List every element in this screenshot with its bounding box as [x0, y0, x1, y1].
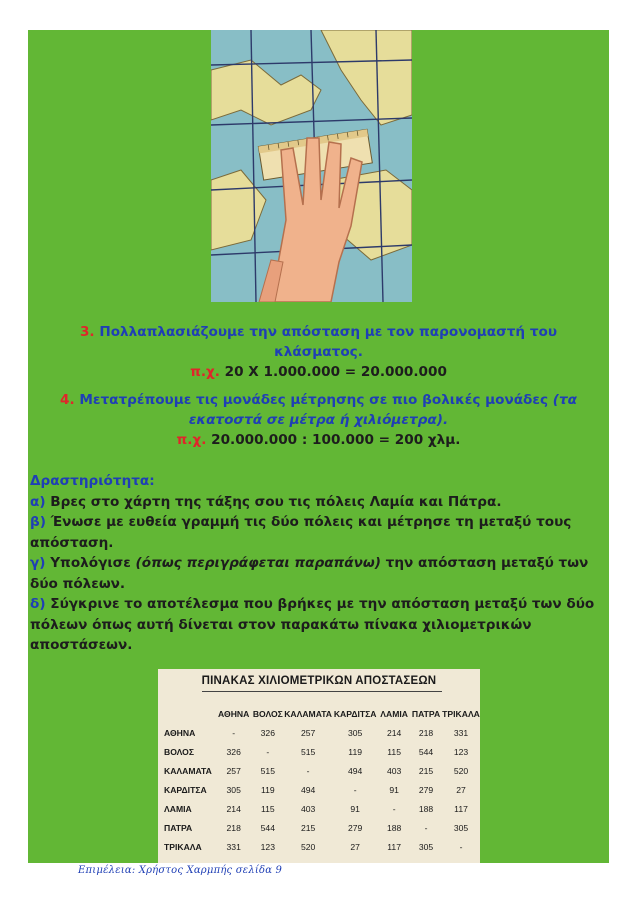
distance-cell: 515 [300, 746, 316, 757]
distance-cell: 123 [453, 746, 469, 757]
step-4-number: 4. [60, 392, 75, 408]
distance-table [162, 705, 480, 856]
column-header: ΠΑΤΡΑ [411, 709, 441, 719]
distance-cell: 520 [300, 841, 316, 852]
distance-cell: 331 [226, 841, 241, 852]
distance-cell: 119 [348, 746, 362, 757]
step-4-line1 [28, 390, 609, 410]
distance-cell: 520 [453, 765, 469, 776]
activity-item-label: α) [30, 493, 46, 510]
activity-item-label: γ) [30, 555, 46, 571]
activity-item-d [30, 594, 608, 656]
distance-cell: 27 [350, 841, 360, 852]
activity-item-text: Βρες στο χάρτη της τάξης σου τις πόλεις Λαμία και Πάτρα. [50, 493, 502, 510]
activity-item-text: την απόσταση μεταξύ των δύο πόλεων. [30, 555, 589, 592]
distance-cell: - [459, 841, 463, 852]
step-3-example [28, 362, 609, 382]
step-3-line1 [28, 322, 609, 342]
column-header: ΒΟΛΟΣ [252, 709, 283, 719]
table-row [162, 761, 480, 780]
distance-cell: 91 [389, 784, 399, 795]
distance-cell: - [392, 803, 396, 814]
distance-cell: 215 [300, 822, 316, 833]
distance-cell: 115 [260, 803, 275, 814]
step-3-number: 3. [79, 324, 95, 340]
distance-cell: - [353, 784, 357, 795]
distance-cell: 117 [454, 803, 468, 814]
row-header-city: ΚΑΡΔΙΤΣΑ [164, 784, 207, 795]
title-divider [202, 691, 442, 692]
distance-cell: 544 [260, 822, 275, 833]
distance-cell: 215 [418, 765, 434, 776]
table-row [162, 837, 480, 856]
distance-cell: 257 [226, 765, 241, 776]
distance-cell: 27 [456, 784, 466, 795]
row-header-city: ΑΘΗΝΑ [164, 727, 196, 738]
activity-item-text: Υπολόγισε [50, 555, 131, 571]
distance-cell: 188 [386, 822, 402, 833]
activity-item-b [30, 512, 608, 553]
activity-item-italic: (όπως περιγράφεται παραπάνω) [135, 555, 381, 571]
activity-item-c [30, 553, 608, 594]
distance-cell: 305 [347, 727, 363, 738]
distance-cell: 115 [387, 746, 401, 757]
distance-cell: - [266, 746, 270, 757]
distance-cell: 305 [418, 841, 434, 852]
distance-cell: 279 [347, 822, 363, 833]
footer-credit: Επιμέλεια: Χρήστος Χαρμπής σελίδα 9 [78, 865, 283, 876]
step-4 [28, 390, 609, 450]
distance-cell: 326 [260, 727, 275, 738]
distance-cell: 305 [226, 784, 241, 795]
distance-cell: 515 [260, 765, 275, 776]
map-measuring-illustration [211, 30, 412, 302]
step-3-text: Πολλαπλασιάζουμε την απόσταση με τον παρονομαστή του [99, 324, 558, 340]
table-header-row [162, 705, 480, 723]
activity-section [30, 471, 608, 656]
distance-cell: 117 [387, 841, 401, 852]
distance-cell: - [232, 727, 236, 738]
activity-item-a [30, 492, 608, 513]
hand-measuring-map-image [211, 30, 412, 302]
column-header: ΚΑΡΔΙΤΣΑ [333, 709, 377, 719]
table-row [162, 780, 480, 799]
distance-cell: 257 [300, 727, 316, 738]
column-header: ΑΘΗΝΑ [218, 709, 250, 719]
distance-cell: 326 [226, 746, 241, 757]
activity-heading: Δραστηριότητα: [30, 473, 155, 489]
distance-cell: 214 [226, 803, 241, 814]
distance-cell: 494 [347, 765, 363, 776]
distance-cell: 403 [386, 765, 402, 776]
row-header-city: ΤΡΙΚΑΛΑ [164, 841, 202, 852]
distance-cell: 188 [418, 803, 434, 814]
distance-cell: 279 [418, 784, 434, 795]
activity-item-label: δ) [30, 596, 46, 612]
column-header: ΛΑΜΙΑ [380, 709, 408, 719]
step-4-italic-part1: (τα [552, 392, 577, 408]
row-header-city: ΚΑΛΑΜΑΤΑ [164, 765, 212, 776]
table-row [162, 723, 480, 742]
step-3-text-line2: κλάσματος. [274, 344, 363, 360]
step-4-example-label: π.χ. [176, 432, 207, 448]
step-4-italic-part2: εκατοστά σε μέτρα ή χιλιόμετρα). [188, 412, 449, 428]
distance-cell: 403 [300, 803, 316, 814]
distance-table-body [162, 723, 480, 856]
distance-table-photo [158, 669, 480, 863]
row-header-city: ΒΟΛΟΣ [164, 746, 195, 757]
step-3-calculation: 20 X 1.000.000 = 20.000.000 [224, 364, 447, 380]
column-header: ΚΑΛΑΜΑΤΑ [284, 709, 333, 719]
distance-table-title: ΠΙΝΑΚΑΣ ΧΙΛΙΟΜΕΤΡΙΚΩΝ ΑΠΟΣΤΑΣΕΩΝ [201, 675, 437, 687]
distance-cell: 305 [453, 822, 469, 833]
distance-cell: 218 [418, 727, 434, 738]
activity-item-label: β) [30, 514, 46, 530]
activity-item-text: Ένωσε με ευθεία γραμμή τις δύο πόλεις και μέτρησε τη μεταξύ τους απόσταση. [30, 514, 572, 551]
step-4-calculation: 20.000.000 : 100.000 = 200 χλμ. [211, 432, 461, 448]
distance-cell: 123 [260, 841, 275, 852]
step-3-example-label: π.χ. [190, 364, 220, 380]
table-row [162, 742, 480, 761]
distance-cell: - [424, 822, 428, 833]
distance-cell: - [306, 765, 310, 776]
step-3 [28, 322, 609, 382]
distance-cell: 331 [453, 727, 469, 738]
table-corner-cell [162, 705, 216, 723]
distance-cell: 218 [226, 822, 241, 833]
table-row [162, 818, 480, 837]
activity-item-text: Σύγκρινε το αποτέλεσμα που βρήκες με την απόσταση μεταξύ των δύο πόλεων όπως αυτή δίνεται στον παρακάτω πίνακα χιλιομετρικών αποστάσεων. [30, 596, 595, 653]
row-header-city: ΠΑΤΡΑ [164, 822, 193, 833]
table-row [162, 799, 480, 818]
distance-cell: 214 [386, 727, 402, 738]
distance-cell: 119 [260, 784, 275, 795]
row-header-city: ΛΑΜΙΑ [164, 803, 192, 814]
step-4-text: Μετατρέπουμε τις μονάδες μέτρησης σε πιο βολικές μονάδες [79, 392, 549, 408]
distance-cell: 91 [350, 803, 360, 814]
distance-cell: 544 [418, 746, 434, 757]
column-header: ΤΡΙΚΑΛΑ [442, 709, 480, 719]
distance-cell: 494 [300, 784, 316, 795]
step-4-example [28, 430, 609, 450]
